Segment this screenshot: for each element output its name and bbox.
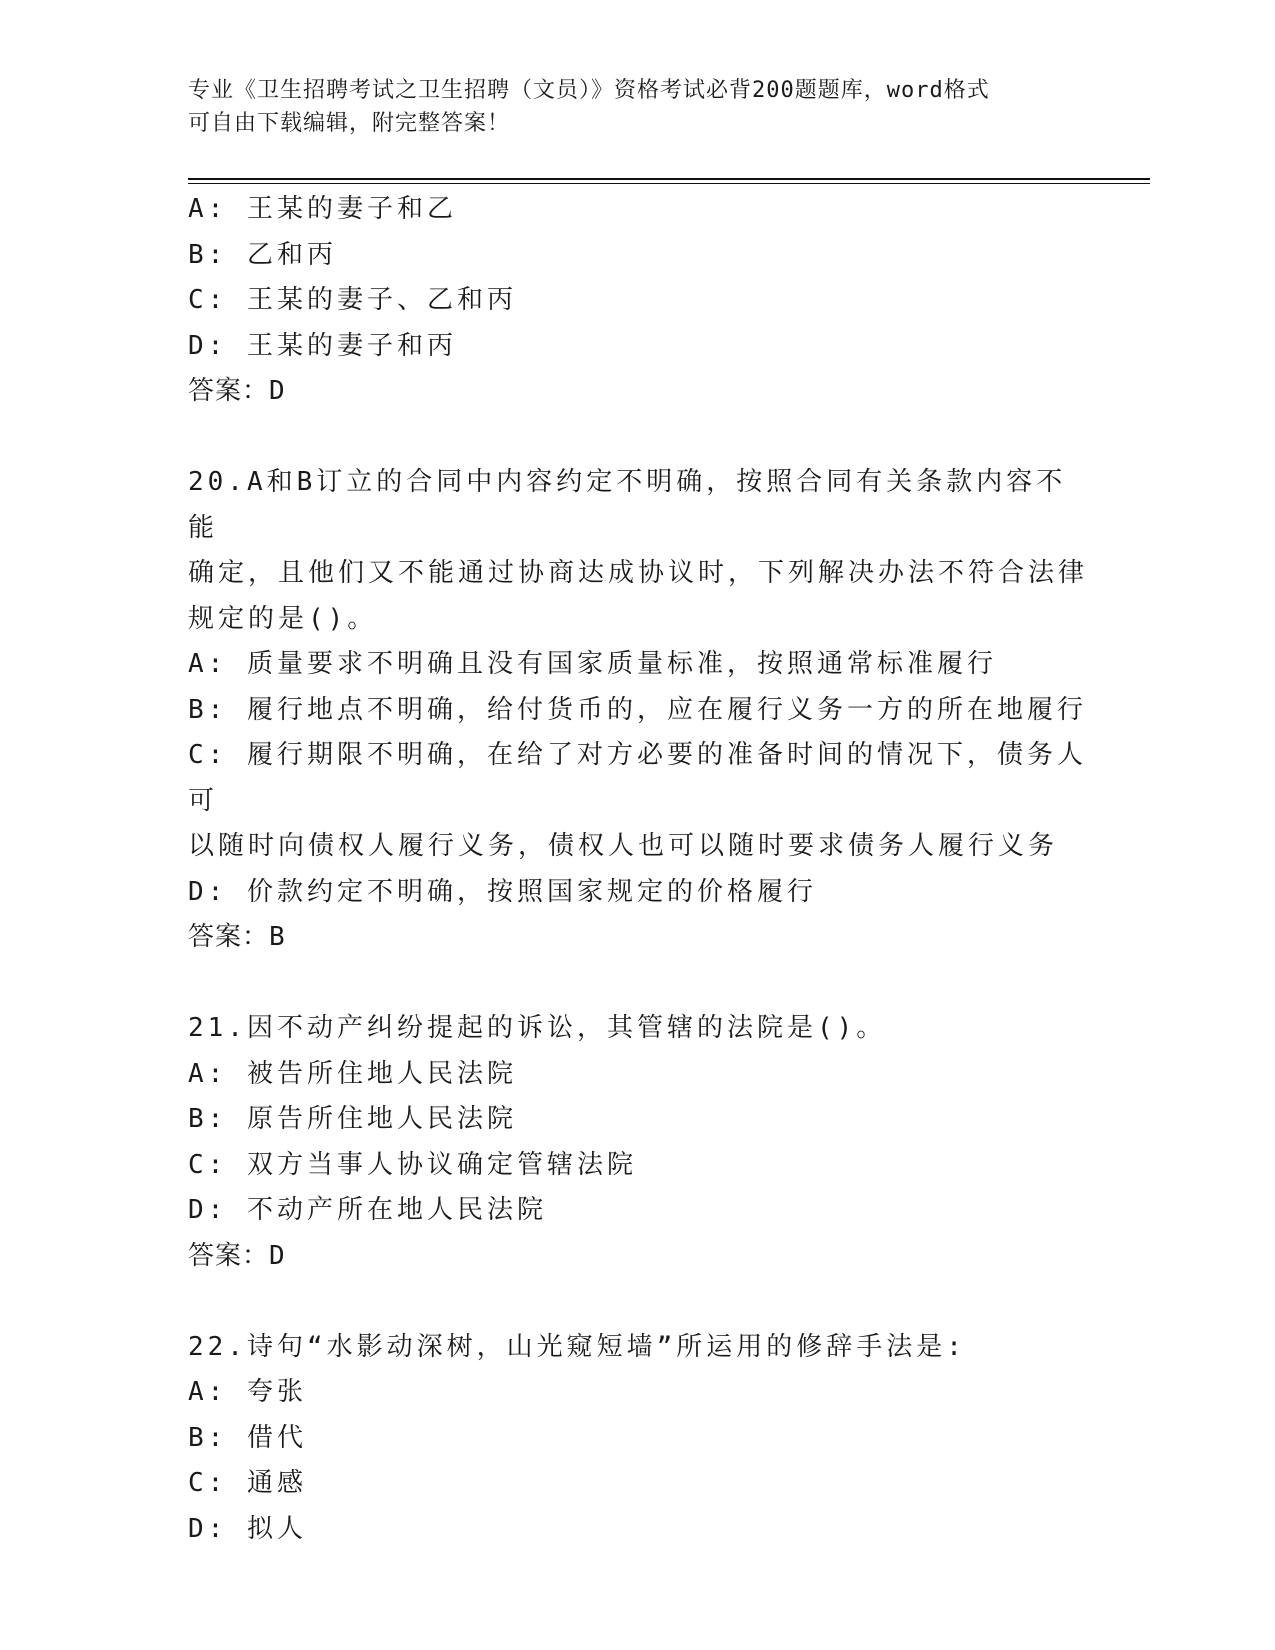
option-a: A: 质量要求不明确且没有国家质量标准，按照通常标准履行 xyxy=(188,649,997,679)
question-stem-line: 确定，且他们又不能通过协商达成协议时，下列解决办法不符合法律 xyxy=(188,558,1089,588)
option-d: D: 不动产所在地人民法院 xyxy=(188,1195,547,1225)
question-list xyxy=(188,187,1088,1552)
question-stem-line: 20.A和B订立的合同中内容约定不明确，按照合同有关条款内容不能 xyxy=(188,467,1067,543)
option-b: B: 履行地点不明确，给付货币的，应在履行义务一方的所在地履行 xyxy=(188,694,1087,725)
answer-line: 答案：B xyxy=(188,922,286,952)
question-19 xyxy=(188,187,1088,415)
option-d: D: 价款约定不明确，按照国家规定的价格履行 xyxy=(188,876,817,907)
question-stem-line: 规定的是()。 xyxy=(188,603,378,634)
option-b: B: 借代 xyxy=(188,1422,307,1453)
spacer xyxy=(188,1279,1088,1325)
question-stem: 22.诗句“水影动深树，山光窥短墙”所运用的修辞手法是: xyxy=(188,1331,966,1362)
question-stem: 21.因不动产纠纷提起的诉讼，其管辖的法院是()。 xyxy=(188,1013,887,1043)
option-a: A: 被告所住地人民法院 xyxy=(188,1058,517,1089)
option-c-continued: 以随时向债权人履行义务，债权人也可以随时要求债务人履行义务 xyxy=(188,831,1059,861)
question-22 xyxy=(188,1325,1088,1553)
answer-line: 答案：D xyxy=(188,1240,286,1271)
option-c: C: 履行期限不明确，在给了对方必要的准备时间的情况下，债务人可 xyxy=(188,740,1087,816)
option-c: C: 王某的妻子、乙和丙 xyxy=(188,285,517,315)
spacer xyxy=(188,961,1088,1007)
option-d: D: 拟人 xyxy=(188,1513,307,1544)
option-c: C: 通感 xyxy=(188,1468,307,1498)
option-b: B: 乙和丙 xyxy=(188,239,337,270)
question-21 xyxy=(188,1006,1088,1279)
option-a: A: 夸张 xyxy=(188,1377,307,1407)
answer-line: 答案：D xyxy=(188,376,286,406)
header-line-2: 可自由下载编辑，附完整答案！ xyxy=(188,111,511,136)
option-a: A: 王某的妻子和乙 xyxy=(188,194,457,224)
option-d: D: 王某的妻子和丙 xyxy=(188,330,457,361)
option-c: C: 双方当事人协议确定管辖法院 xyxy=(188,1149,637,1180)
spacer xyxy=(188,415,1088,461)
header-divider-thick xyxy=(188,178,1150,180)
question-20 xyxy=(188,460,1088,961)
option-b: B: 原告所住地人民法院 xyxy=(188,1104,517,1134)
header-line-1: 专业《卫生招聘考试之卫生招聘（文员）》资格考试必背200题题库，word格式 xyxy=(188,78,990,103)
header-divider-thin xyxy=(188,183,1150,184)
page-header xyxy=(188,74,1088,140)
